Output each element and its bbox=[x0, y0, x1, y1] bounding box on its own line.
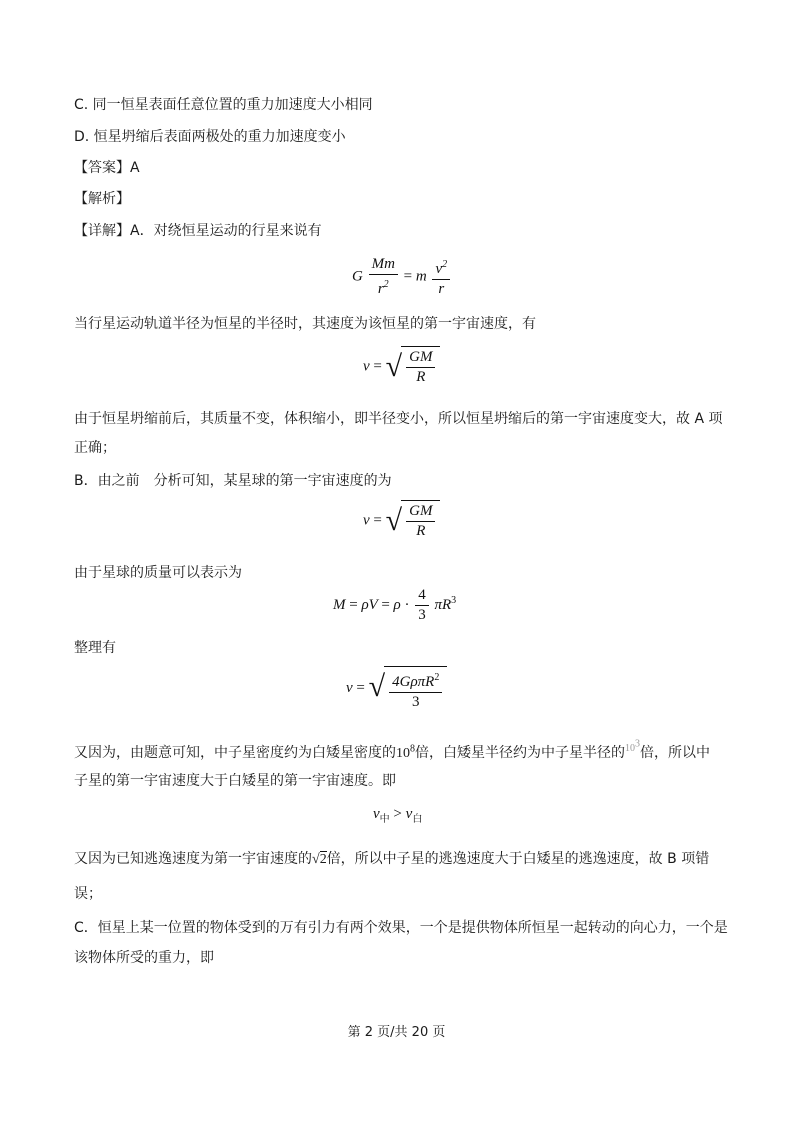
sqrt-sign: √ $\frac{4G\rho\pi R^2}{3}$ bbox=[369, 666, 448, 711]
eq-denominator: 3 bbox=[411, 694, 420, 710]
eq-symbol: v bbox=[405, 806, 413, 822]
eq-denominator: 3 bbox=[418, 607, 426, 623]
eq-dot: · bbox=[404, 596, 410, 613]
detail-line-4: 正确； bbox=[74, 440, 116, 456]
part-c-line-1: C．恒星上某一位置的物体受到的万有引力有两个效果，一个是提供物体所恒星一起转动的向心力，一个是 bbox=[74, 920, 728, 936]
sqrt-sign: √ $\frac{GM}{R}$ bbox=[386, 500, 441, 542]
eq-equals: = bbox=[356, 679, 365, 696]
eq-denominator: R bbox=[416, 523, 426, 539]
equation-velocity-density bbox=[346, 666, 447, 711]
eq-denominator: R bbox=[416, 369, 426, 385]
eq-numerator: 4GρπR bbox=[392, 674, 435, 690]
inline-power-10-3: 103 bbox=[625, 739, 640, 755]
text-run: 倍，所以中 bbox=[640, 744, 710, 761]
eq-numerator: v bbox=[435, 261, 443, 277]
page-footer: 第 2 页/共 20 页 bbox=[347, 1025, 446, 1040]
text-run: 倍，所以中子星的逃逸速度大于白矮星的逃逸速度，故 B 项错 bbox=[326, 851, 710, 867]
eq-exponent: 3 bbox=[451, 594, 457, 606]
text-run: 又因为已知逃逸速度为第一宇宙速度的 bbox=[74, 851, 312, 867]
eq-numerator: Mm bbox=[371, 256, 395, 272]
eq-fraction bbox=[369, 256, 398, 298]
eq-equals: = bbox=[381, 596, 390, 613]
detail-intro: 【详解】A．对绕恒星运动的行星来说有 bbox=[74, 223, 322, 239]
eq-equals: = bbox=[373, 358, 382, 375]
eq-equals: = bbox=[403, 268, 413, 285]
eq-subscript: 中 bbox=[379, 814, 390, 825]
equation-first-cosmic-velocity-b bbox=[363, 500, 440, 542]
part-b-intro: B．由之前 分析可知，某星球的第一宇宙速度的为 bbox=[74, 473, 392, 489]
inline-power-10-8: $10^8$ bbox=[396, 743, 415, 761]
escape-velocity-line bbox=[74, 849, 709, 870]
eq-symbol: v bbox=[346, 679, 353, 696]
eq-symbol: πR bbox=[434, 596, 452, 613]
escape-velocity-line-end: 误； bbox=[74, 886, 102, 902]
text-run: 又因为，由题意可知，中子星密度约为白矮星密度的 bbox=[74, 744, 396, 761]
eq-fraction bbox=[415, 587, 429, 624]
option-d: D. 恒星坍缩后表面两极处的重力加速度变小 bbox=[74, 129, 346, 145]
part-c-line-2: 该物体所受的重力，即 bbox=[74, 950, 214, 966]
eq-exponent: 2 bbox=[442, 259, 448, 270]
eq-symbol: v bbox=[363, 512, 370, 529]
sqrt-sign: √ $\frac{GM}{R}$ bbox=[386, 346, 441, 388]
eq-numerator: GM bbox=[409, 349, 433, 365]
equation-velocity-compare bbox=[373, 806, 422, 825]
detail-line-2: 当行星运动轨道半径为恒星的半径时，其速度为该恒星的第一宇宙速度，有 bbox=[74, 316, 536, 332]
eq-exponent: 2 bbox=[383, 279, 389, 290]
inline-sqrt-2: √2 bbox=[312, 852, 327, 867]
eq-symbol: v bbox=[373, 806, 380, 822]
equation-mass bbox=[333, 587, 456, 624]
eq-equals: = bbox=[373, 512, 382, 529]
eq-symbol: m bbox=[415, 268, 427, 285]
eq-numerator: GM bbox=[409, 503, 433, 519]
comparison-conclusion: 子星的第一宇宙速度大于白矮星的第一宇宙速度。即 bbox=[74, 773, 396, 789]
equation-first-cosmic-velocity bbox=[363, 346, 440, 388]
arrange-label: 整理有 bbox=[74, 640, 116, 656]
equation-gravitation bbox=[352, 256, 452, 298]
analysis-label: 【解析】 bbox=[74, 191, 130, 207]
eq-symbol: ρ bbox=[393, 596, 401, 613]
eq-symbol: M bbox=[333, 596, 346, 613]
mass-intro: 由于星球的质量可以表示为 bbox=[74, 565, 242, 581]
eq-greater-than: > bbox=[393, 806, 402, 822]
eq-fraction bbox=[432, 256, 450, 298]
eq-denominator: r bbox=[438, 281, 445, 297]
option-c: C. 同一恒星表面任意位置的重力加速度大小相同 bbox=[74, 97, 373, 113]
density-comparison-line bbox=[74, 735, 710, 764]
answer-label: 【答案】A bbox=[74, 160, 140, 176]
text-run: 倍，白矮星半径约为中子星半径的 bbox=[415, 744, 625, 761]
eq-subscript: 白 bbox=[412, 814, 423, 825]
eq-symbol: ρV bbox=[361, 596, 378, 613]
detail-line-3: 由于恒星坍缩前后，其质量不变，体积缩小，即半径变小，所以恒星坍缩后的第一宇宙速度变大，故 A 项 bbox=[74, 411, 723, 427]
eq-denominator: r bbox=[377, 281, 384, 297]
eq-symbol: G bbox=[352, 268, 363, 285]
eq-numerator: 4 bbox=[418, 587, 426, 603]
eq-exponent: 2 bbox=[434, 672, 440, 683]
eq-equals: = bbox=[349, 596, 358, 613]
eq-symbol: v bbox=[363, 358, 370, 375]
